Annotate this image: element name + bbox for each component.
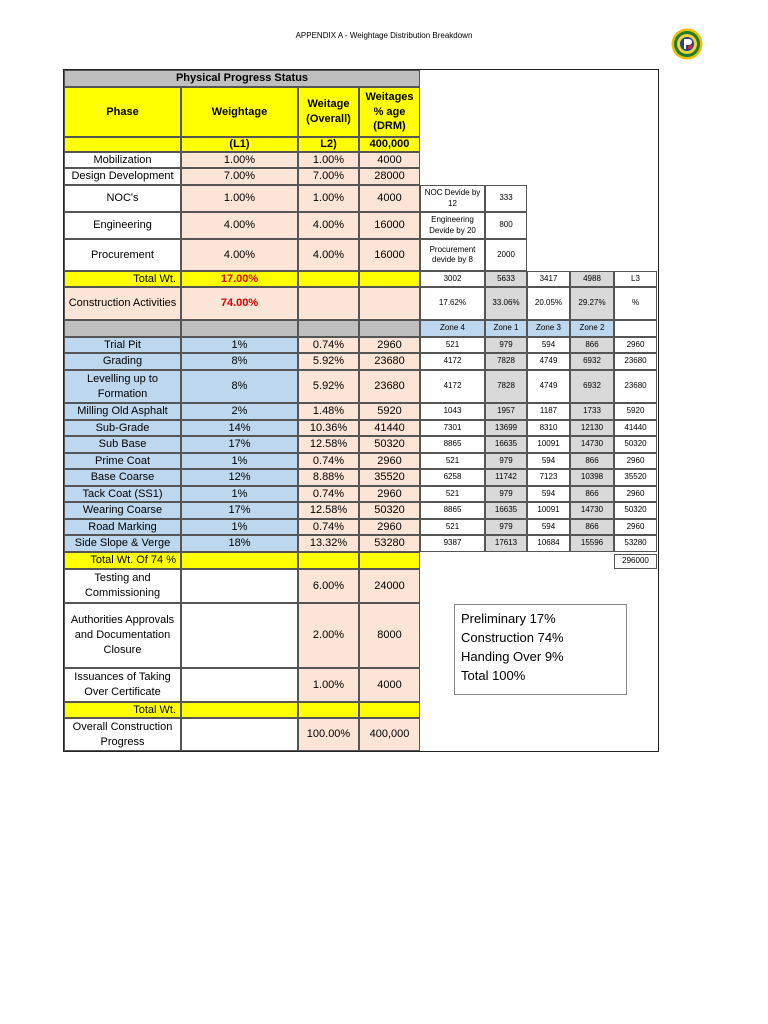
activity-overall-cell: 8.88% xyxy=(298,469,359,486)
activity-weightage-cell: 1% xyxy=(181,337,298,353)
activity-phase-cell: Prime Coat xyxy=(64,453,181,469)
drm-cell: 4000 xyxy=(359,152,420,168)
summary-box xyxy=(454,604,627,695)
activity-overall-cell: 5.92% xyxy=(298,353,359,370)
zone-value-cell: 866 xyxy=(570,453,614,469)
zone-value-cell: 12130 xyxy=(570,420,614,436)
zone-value-cell: 4172 xyxy=(420,370,485,403)
zone-value-cell: 7828 xyxy=(485,370,527,403)
zone-value-cell: 521 xyxy=(420,337,485,353)
zone-value-cell: 594 xyxy=(527,337,570,353)
zone-percent-cell: 20.05% xyxy=(527,287,570,320)
table-cell xyxy=(181,569,298,603)
activity-overall-cell: 0.74% xyxy=(298,486,359,502)
zone-value-cell: 13699 xyxy=(485,420,527,436)
table-title: Physical Progress Status xyxy=(64,70,420,87)
zone-value-cell: 2960 xyxy=(614,519,657,535)
activity-drm-cell: 41440 xyxy=(359,420,420,436)
handover-drm-cell: 24000 xyxy=(359,569,420,603)
activity-weightage-cell: 1% xyxy=(181,453,298,469)
overall-progress-percent: 100.00% xyxy=(298,718,359,751)
zone-value-cell: 8310 xyxy=(527,420,570,436)
handover-drm-cell: 4000 xyxy=(359,668,420,702)
overall-cell: 1.00% xyxy=(298,185,359,212)
table-cell xyxy=(181,718,298,751)
activity-phase-cell: Wearing Coarse xyxy=(64,502,181,519)
header-overall: Weitage (Overall) xyxy=(298,87,359,137)
zone-value-cell: 979 xyxy=(485,453,527,469)
activity-weightage-cell: 1% xyxy=(181,486,298,502)
drm-cell: 16000 xyxy=(359,212,420,239)
phase-cell: NOC's xyxy=(64,185,181,212)
zone-value-cell: 979 xyxy=(485,486,527,502)
header-weightage: Weightage xyxy=(181,87,298,137)
table-cell xyxy=(64,320,181,337)
activity-drm-cell: 2960 xyxy=(359,453,420,469)
zone-value-cell: 1187 xyxy=(527,403,570,420)
zone-value-cell: 4749 xyxy=(527,370,570,403)
zone-percent-cell: 33.06% xyxy=(485,287,527,320)
zone-value-cell: 594 xyxy=(527,519,570,535)
summary-line: Preliminary 17% xyxy=(461,611,556,626)
activity-weightage-cell: 17% xyxy=(181,502,298,519)
zone-value-cell: 6932 xyxy=(570,353,614,370)
activity-phase-cell: Road Marking xyxy=(64,519,181,535)
zone-value-cell: 594 xyxy=(527,453,570,469)
activity-weightage-cell: 17% xyxy=(181,436,298,453)
table-cell xyxy=(181,603,298,668)
zone-value-cell: 10684 xyxy=(527,535,570,552)
overall-cell: 7.00% xyxy=(298,168,359,185)
summary-line: Handing Over 9% xyxy=(461,649,564,664)
activity-phase-cell: Milling Old Asphalt xyxy=(64,403,181,420)
zone-value-cell: 7123 xyxy=(527,469,570,486)
zone-value-cell: 11742 xyxy=(485,469,527,486)
activity-overall-cell: 5.92% xyxy=(298,370,359,403)
handover-overall-cell: 2.00% xyxy=(298,603,359,668)
zone-value-cell: 8865 xyxy=(420,436,485,453)
activity-weightage-cell: 18% xyxy=(181,535,298,552)
zone-value-cell: 8865 xyxy=(420,502,485,519)
activity-weightage-cell: 2% xyxy=(181,403,298,420)
company-logo-icon xyxy=(671,28,703,60)
zone-value-cell: 14730 xyxy=(570,502,614,519)
zone-value-cell: 1733 xyxy=(570,403,614,420)
header-phase: Phase xyxy=(64,87,181,137)
note-value: 800 xyxy=(485,212,527,239)
zone-value-cell: 866 xyxy=(570,486,614,502)
weightage-cell: 7.00% xyxy=(181,168,298,185)
total-wt-final-label: Total Wt. xyxy=(64,702,181,718)
zone-value-cell: 10091 xyxy=(527,436,570,453)
handover-phase-cell: Authorities Approvals and Documentation Closure xyxy=(64,603,181,668)
table-cell xyxy=(359,320,420,337)
zone-value-cell: 6258 xyxy=(420,469,485,486)
zone-value-cell: 521 xyxy=(420,486,485,502)
summary-line: Construction 74% xyxy=(461,630,564,645)
zone-value-cell: 50320 xyxy=(614,436,657,453)
note-value: 333 xyxy=(485,185,527,212)
zone-value-cell: 16635 xyxy=(485,436,527,453)
activity-phase-cell: Base Coarse xyxy=(64,469,181,486)
zone-header: Zone 3 xyxy=(527,320,570,337)
note-value: 2000 xyxy=(485,239,527,271)
zone-value-cell: 9387 xyxy=(420,535,485,552)
handover-phase-cell: Issuances of Taking Over Certificate xyxy=(64,668,181,702)
zone-total-cell: 3002 xyxy=(420,271,485,287)
table-cell xyxy=(298,702,359,718)
activity-overall-cell: 0.74% xyxy=(298,337,359,353)
zone-value-cell: 866 xyxy=(570,519,614,535)
activity-drm-cell: 53280 xyxy=(359,535,420,552)
activity-phase-cell: Side Slope & Verge xyxy=(64,535,181,552)
activity-phase-cell: Levelling up to Formation xyxy=(64,370,181,403)
zone-header: Zone 1 xyxy=(485,320,527,337)
zone-value-cell: 50320 xyxy=(614,502,657,519)
handover-phase-cell: Testing and Commissioning xyxy=(64,569,181,603)
handover-drm-cell: 8000 xyxy=(359,603,420,668)
note-label: NOC Devide by 12 xyxy=(420,185,485,212)
zone-value-cell: 594 xyxy=(527,486,570,502)
overall-cell: 4.00% xyxy=(298,239,359,271)
zone-value-cell: 53280 xyxy=(614,535,657,552)
zone-header: Zone 4 xyxy=(420,320,485,337)
zone-percent-cell: 29.27% xyxy=(570,287,614,320)
note-label: Procurement devide by 8 xyxy=(420,239,485,271)
zone-value-cell: 2960 xyxy=(614,337,657,353)
subheader-l1: (L1) xyxy=(181,137,298,152)
zone-value-cell: 2960 xyxy=(614,486,657,502)
activity-drm-cell: 23680 xyxy=(359,370,420,403)
overall-progress-label: Overall Construction Progress xyxy=(64,718,181,751)
construction-value: 74.00% xyxy=(181,287,298,320)
handover-overall-cell: 1.00% xyxy=(298,668,359,702)
zone-value-cell: 10398 xyxy=(570,469,614,486)
activity-overall-cell: 12.58% xyxy=(298,502,359,519)
table-cell xyxy=(359,271,420,287)
table-cell xyxy=(298,552,359,569)
zone-total-cell: 5633 xyxy=(485,271,527,287)
subheader-l2: L2) xyxy=(298,137,359,152)
zone-value-cell: 866 xyxy=(570,337,614,353)
activity-weightage-cell: 8% xyxy=(181,370,298,403)
activity-drm-cell: 2960 xyxy=(359,486,420,502)
activity-phase-cell: Tack Coat (SS1) xyxy=(64,486,181,502)
zone-value-cell: 14730 xyxy=(570,436,614,453)
activity-drm-cell: 2960 xyxy=(359,519,420,535)
phase-cell: Engineering xyxy=(64,212,181,239)
construction-label: Construction Activities xyxy=(64,287,181,320)
activity-drm-cell: 50320 xyxy=(359,436,420,453)
zone-header: Zone 2 xyxy=(570,320,614,337)
total-74-label: Total Wt. Of 74 % xyxy=(64,552,181,569)
phase-cell: Procurement xyxy=(64,239,181,271)
zone-total-cell: 4988 xyxy=(570,271,614,287)
zone-value-cell: 4749 xyxy=(527,353,570,370)
zone-value-cell: 23680 xyxy=(614,353,657,370)
zone-value-cell: 35520 xyxy=(614,469,657,486)
activity-overall-cell: 0.74% xyxy=(298,519,359,535)
activity-phase-cell: Trial Pit xyxy=(64,337,181,353)
zone-value-cell: 6932 xyxy=(570,370,614,403)
zone-value-cell: 521 xyxy=(420,519,485,535)
table-cell xyxy=(298,271,359,287)
table-cell xyxy=(614,320,657,337)
zone-total-cell: 3417 xyxy=(527,271,570,287)
zone-percent-cell: 17.62% xyxy=(420,287,485,320)
table-cell xyxy=(181,668,298,702)
note-label: Engineering Devide by 20 xyxy=(420,212,485,239)
table-cell xyxy=(359,702,420,718)
table-cell xyxy=(181,320,298,337)
zone-value-cell: 2960 xyxy=(614,453,657,469)
weightage-cell: 4.00% xyxy=(181,212,298,239)
zone-value-cell: 1043 xyxy=(420,403,485,420)
zone-value-cell: 5920 xyxy=(614,403,657,420)
zone-value-cell: 16635 xyxy=(485,502,527,519)
grand-total-cell: 296000 xyxy=(614,554,657,569)
overall-cell: 1.00% xyxy=(298,152,359,168)
activity-phase-cell: Sub Base xyxy=(64,436,181,453)
zone-value-cell: 1957 xyxy=(485,403,527,420)
drm-cell: 28000 xyxy=(359,168,420,185)
activity-phase-cell: Grading xyxy=(64,353,181,370)
activity-overall-cell: 10.36% xyxy=(298,420,359,436)
activity-drm-cell: 23680 xyxy=(359,353,420,370)
phase-cell: Mobilization xyxy=(64,152,181,168)
activity-overall-cell: 1.48% xyxy=(298,403,359,420)
zone-total-cell: L3 xyxy=(614,271,657,287)
header-drm: Weitages % age (DRM) xyxy=(359,87,420,137)
activity-weightage-cell: 14% xyxy=(181,420,298,436)
zone-value-cell: 17613 xyxy=(485,535,527,552)
table-cell xyxy=(181,702,298,718)
handover-overall-cell: 6.00% xyxy=(298,569,359,603)
table-cell xyxy=(359,552,420,569)
zone-value-cell: 7301 xyxy=(420,420,485,436)
activity-drm-cell: 50320 xyxy=(359,502,420,519)
phase-cell: Design Development xyxy=(64,168,181,185)
summary-line: Total 100% xyxy=(461,668,526,683)
subheader-phase xyxy=(64,137,181,152)
activity-overall-cell: 12.58% xyxy=(298,436,359,453)
weightage-cell: 4.00% xyxy=(181,239,298,271)
activity-weightage-cell: 12% xyxy=(181,469,298,486)
drm-cell: 16000 xyxy=(359,239,420,271)
zone-value-cell: 41440 xyxy=(614,420,657,436)
table-cell xyxy=(181,552,298,569)
zone-value-cell: 23680 xyxy=(614,370,657,403)
table-cell xyxy=(298,320,359,337)
overall-cell: 4.00% xyxy=(298,212,359,239)
activity-weightage-cell: 8% xyxy=(181,353,298,370)
activity-drm-cell: 2960 xyxy=(359,337,420,353)
activity-drm-cell: 5920 xyxy=(359,403,420,420)
zone-percent-cell: % xyxy=(614,287,657,320)
table-cell xyxy=(359,287,420,320)
drm-cell: 4000 xyxy=(359,185,420,212)
weightage-cell: 1.00% xyxy=(181,152,298,168)
zone-value-cell: 15596 xyxy=(570,535,614,552)
overall-progress-drm: 400,000 xyxy=(359,718,420,751)
activity-overall-cell: 13.32% xyxy=(298,535,359,552)
zone-value-cell: 7828 xyxy=(485,353,527,370)
page-title: APPENDIX A - Weightage Distribution Breakdown xyxy=(295,31,473,40)
zone-value-cell: 521 xyxy=(420,453,485,469)
activity-phase-cell: Sub-Grade xyxy=(64,420,181,436)
total-wt-value: 17.00% xyxy=(181,271,298,287)
zone-value-cell: 4172 xyxy=(420,353,485,370)
activity-weightage-cell: 1% xyxy=(181,519,298,535)
weightage-cell: 1.00% xyxy=(181,185,298,212)
activity-overall-cell: 0.74% xyxy=(298,453,359,469)
zone-value-cell: 979 xyxy=(485,337,527,353)
subheader-drm: 400,000 xyxy=(359,137,420,152)
total-wt-label: Total Wt. xyxy=(64,271,181,287)
table-cell xyxy=(298,287,359,320)
zone-value-cell: 10091 xyxy=(527,502,570,519)
zone-value-cell: 979 xyxy=(485,519,527,535)
activity-drm-cell: 35520 xyxy=(359,469,420,486)
